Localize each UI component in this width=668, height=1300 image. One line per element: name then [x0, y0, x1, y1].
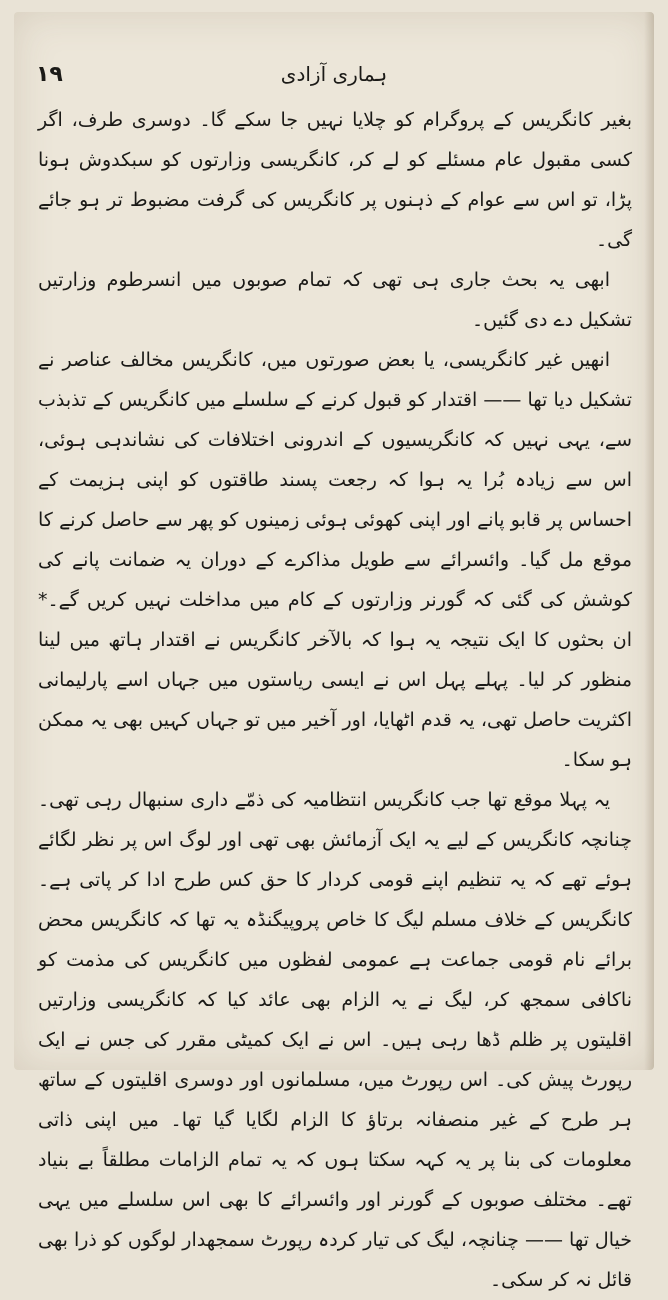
paragraph-4: یہ پہلا موقع تھا جب کانگریس انتظامیہ کی ذمّے داری سنبھال رہی تھی۔ چنانچہ کانگریس کے لیے یہ ایک آزمائش بھی تھی اور لوگ اس پر نظر لگائے ہوئے تھے کہ یہ تنظیم اپنے قومی کردار کا حق کس طرح ادا کر پاتی ہے۔ کانگریس کے خلاف مسلم لیگ کا خاص پروپیگنڈہ یہ تھا کہ کانگریس محض برائے نام قومی جماعت ہے عمومی لفظوں میں کانگریس کی مذمت کو ناکافی سمجھ کر، لیگ نے یہ الزام بھی عائد کیا کہ کانگریسی وزارتیں اقلیتوں پر ظلم ڈھا رہی ہیں۔ اس نے ایک کمیٹی مقرر کی جس نے ایک رپورٹ پیش کی۔ اس رپورٹ میں، مسلمانوں اور دوسری اقلیتوں کے ساتھ ہر طرح کے غیر منصفانہ برتاؤ کا الزام لگایا گیا تھا۔ میں اپنی ذاتی معلومات کی بنا پر یہ کہہ سکتا ہوں کہ یہ تمام الزامات مطلقاً بے بنیاد تھے۔ مختلف صوبوں کے گورنر اور وائسرائے کا بھی اس سلسلے میں یہی خیال تھا —— چنانچہ، لیگ کی تیار کردہ رپورٹ سمجھدار لوگوں کو ذرا بھی قائل نہ کر سکی۔ — [38, 789, 632, 1291]
book-page — [14, 12, 654, 1291]
running-title: ہماری آزادی — [280, 62, 388, 86]
page-number: ١٩ — [36, 62, 63, 87]
paragraph-1: بغیر کانگریس کے پروگرام کو چلایا نہیں جا سکے گا۔ دوسری طرف، اگر کسی مقبول عام مسئلے کو لے کر، کانگریسی وزارتوں کو سبکدوش ہونا پڑا، تو اس سے عوام کے ذہنوں پر کانگریس کی گرفت مضبوط تر ہو جائے گی۔ — [38, 109, 632, 251]
body-text — [38, 100, 632, 1300]
page-edge-shadow — [644, 12, 654, 1070]
paragraph-3: انھیں غیر کانگریسی، یا بعض صورتوں میں، کانگریس مخالف عناصر نے تشکیل دیا تھا —— اقتدار کو قبول کرنے کے سلسلے میں کانگریس کے تذبذب سے، یہی نہیں کہ کانگریسیوں کے اندرونی اختلافات کی نشاندہی ہوئی، اس سے زیادہ بُرا یہ ہوا کہ رجعت پسند طاقتوں کو اپنی ہزیمت کے احساس پر قابو پانے اور اپنی کھوئی ہوئی زمینوں کو پھر سے حاصل کرنے کا موقع مل گیا۔ وائسرائے سے طویل مذاکرے کے دوران یہ ضمانت پانے کی کوشش کی گئی کہ گورنر وزارتوں کے کام میں مداخلت نہیں کریں گے۔* ان بحثوں کا ایک نتیجہ یہ ہوا کہ بالآخر کانگریس نے اقتدار ہاتھ میں لینا منظور کر لیا۔ پہلے پہل اس نے ایسی ریاستوں میں جہاں اسے پارلیمانی اکثریت حاصل تھی، یہ قدم اٹھایا، اور آخیر میں تو جہاں کہیں بھی یہ ممکن ہو سکا۔ — [38, 349, 632, 771]
page-header — [14, 60, 654, 94]
paragraph-2: ابھی یہ بحث جاری ہی تھی کہ تمام صوبوں میں انسرطوم وزارتیں تشکیل دے دی گئیں۔ — [38, 269, 632, 331]
